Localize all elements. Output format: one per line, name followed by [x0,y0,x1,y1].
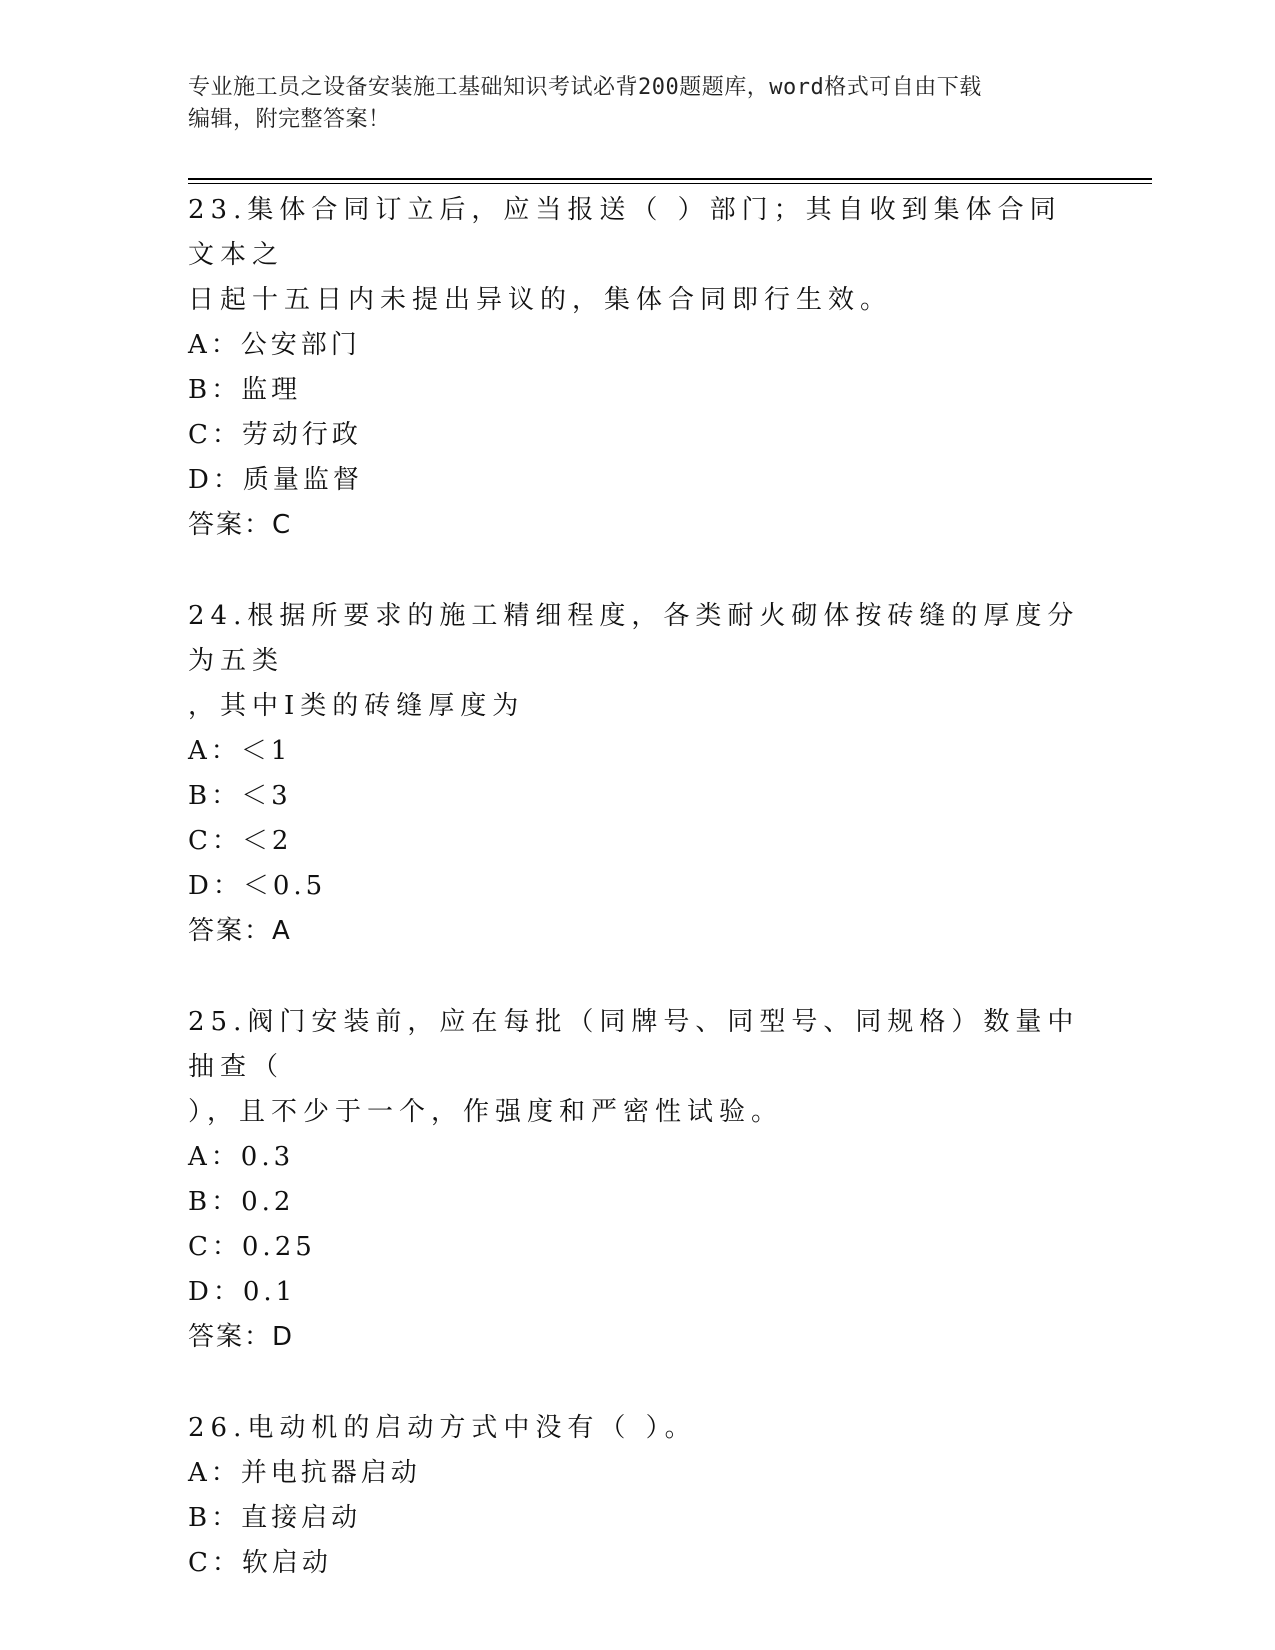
question-stem-line: 24.根据所要求的施工精细程度，各类耐火砌体按砖缝的厚度分为五类 [188,601,1080,676]
question-23 [188,188,1088,548]
option-b: B：0.2 [188,1187,295,1217]
question-24 [188,594,1088,954]
question-stem-line: 23.集体合同订立后，应当报送（ ）部门；其自收到集体合同文本之 [188,195,1062,270]
option-d: D：质量监督 [188,465,363,495]
header-line-2: 编辑，附完整答案！ [188,107,391,132]
header-divider-thin [188,183,1152,184]
question-stem-line: 26.电动机的启动方式中没有（ ）。 [188,1413,697,1443]
option-a: A：公安部门 [188,330,361,360]
option-c: C：劳动行政 [188,420,362,450]
option-b: B：监理 [188,375,302,405]
option-c: C：软启动 [188,1548,332,1578]
answer-label: 答案：A [188,916,292,946]
question-stem-line: 25.阀门安装前，应在每批（同牌号、同型号、同规格）数量中抽查（ [188,1007,1080,1082]
answer-label: 答案：C [188,510,293,540]
question-25 [188,1000,1088,1360]
header-divider-thick [188,178,1152,180]
question-list [188,188,1088,1632]
option-d: D：0.1 [188,1277,297,1307]
question-stem-line: ），且不少于一个，作强度和严密性试验。 [188,1097,784,1127]
option-d: D：＜0.5 [188,871,327,901]
option-c: C：＜2 [188,826,293,856]
option-b: B：直接启动 [188,1503,362,1533]
option-c: C：0.25 [188,1232,316,1262]
question-26 [188,1406,1088,1586]
option-a: A：并电抗器启动 [188,1458,421,1488]
answer-label: 答案：D [188,1322,295,1352]
question-stem-line: 日起十五日内未提出异议的，集体合同即行生效。 [188,285,893,315]
header-line-1: 专业施工员之设备安装施工基础知识考试必背200题题库，word格式可自由下载 [188,75,982,100]
option-a: A：0.3 [188,1142,295,1172]
question-stem-line: ，其中Ⅰ类的砖缝厚度为 [188,691,525,721]
option-a: A：＜1 [188,736,292,766]
document-header [188,72,1088,136]
option-b: B：＜3 [188,781,292,811]
